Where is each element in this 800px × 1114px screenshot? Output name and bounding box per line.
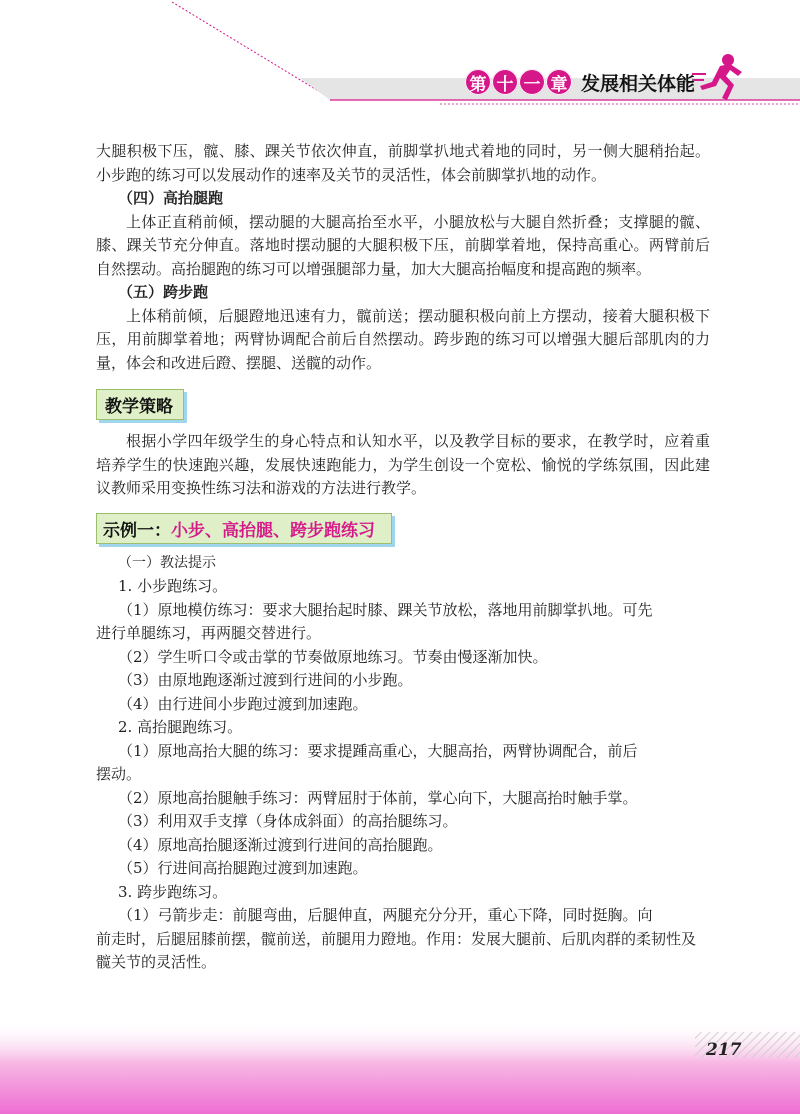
list-item: （2）学生听口令或击掌的节奏做原地练习。节奏由慢逐渐加快。 (118, 647, 548, 666)
list-item-continued: 进行单腿练习，再两腿交替进行。 (96, 624, 322, 642)
list-item: （5）行进间高抬腿跑过渡到加速跑。 (118, 859, 368, 877)
list-item-continued: 前走时，后腿屈膝前摆，髋前送，前腿用力蹬地。作用：发展大腿前、后肌肉群的柔韧性及髋关节的灵活性。 (96, 929, 697, 971)
strategy-heading: 教学策略 (96, 389, 184, 420)
list-item: 3. 跨步跑练习。 (118, 882, 228, 901)
page-content (96, 140, 710, 975)
list-item: （1）弓箭步走：前腿弯曲，后腿伸直，两腿充分分开，重心下降，同时挺胸。向 (118, 906, 653, 924)
list-item: （1）原地高抬大腿的练习：要求提踵高重心，大腿高抬，两臂协调配合，前后 (118, 741, 638, 760)
section-title: （五）跨步跑 (118, 283, 209, 301)
section-title: （四）高抬腿跑 (118, 189, 224, 207)
page-number: 217 (706, 1040, 742, 1060)
example-title: 小步、高抬腿、跨步跑练习 (171, 520, 375, 541)
list-item-continued: 摆动。 (96, 765, 142, 783)
paragraph: 上体正直稍前倾，摆动腿的大腿高抬至水平，小腿放松与大腿自然折叠；支撑腿的髋、膝、踝关节充分伸直。落地时摆动腿的大腿积极下压，前脚掌着地，保持高重心。两臂前后自然摆动。高抬腿跑的练习可以增强腿部力量，加大大腿高抬幅度和提高跑的频率。 (96, 212, 710, 278)
paragraph: 大腿积极下压，髋、膝、踝关节依次伸直，前脚掌扒地式着地的同时，另一侧大腿稍抬起。小步跑的练习可以发展动作的速率及关节的灵活性，体会前脚掌扒地的动作。 (96, 142, 710, 184)
chapter-char: 一 (519, 69, 545, 95)
chapter-name: 发展相关体能 (581, 72, 696, 95)
chapter-char: 章 (546, 69, 572, 95)
example-label: 示例一： (103, 520, 171, 541)
runner-icon (690, 52, 746, 102)
paragraph: 上体稍前倾，后腿蹬地迅速有力，髋前送；摆动腿积极向前上方摆动，接着大腿积极下压，用前脚掌着地；两臂协调配合前后自然摆动。跨步跑的练习可以增强大腿后部肌肉的力量，体会和改进后蹬、摆腿、送髋的动作。 (96, 306, 710, 372)
chapter-char: 十 (492, 69, 518, 95)
page-header (0, 0, 800, 120)
chapter-title (465, 67, 695, 97)
method-title: （一）教法提示 (118, 554, 216, 571)
footer-decoration (0, 1020, 800, 1114)
example-heading (96, 513, 392, 544)
list-item: （3）由原地跑逐渐过渡到行进间的小步跑。 (118, 671, 413, 689)
list-item: （2）原地高抬腿触手练习：两臂屈肘于体前，掌心向下，大腿高抬时触手掌。 (118, 788, 638, 807)
list-item: （1）原地模仿练习：要求大腿抬起时膝、踝关节放松，落地用前脚掌扒地。可先 (118, 600, 653, 619)
list-item: 2. 高抬腿跑练习。 (118, 718, 243, 736)
paragraph: 根据小学四年级学生的身心特点和认知水平，以及教学目标的要求，在教学时，应着重培养学生的快速跑兴趣，发展快速跑能力，为学生创设一个宽松、愉悦的学练氛围，因此建议教师采用变换性练习法和游戏的方法进行教学。 (96, 432, 710, 497)
list-item: 1. 小步跑练习。 (118, 577, 228, 595)
header-decoration (0, 0, 800, 120)
list-item: （3）利用双手支撑（身体成斜面）的高抬腿练习。 (118, 812, 458, 830)
list-item: （4）由行进间小步跑过渡到加速跑。 (118, 694, 368, 713)
list-item: （4）原地高抬腿逐渐过渡到行进间的高抬腿跑。 (118, 835, 443, 854)
chapter-char: 第 (465, 69, 491, 95)
